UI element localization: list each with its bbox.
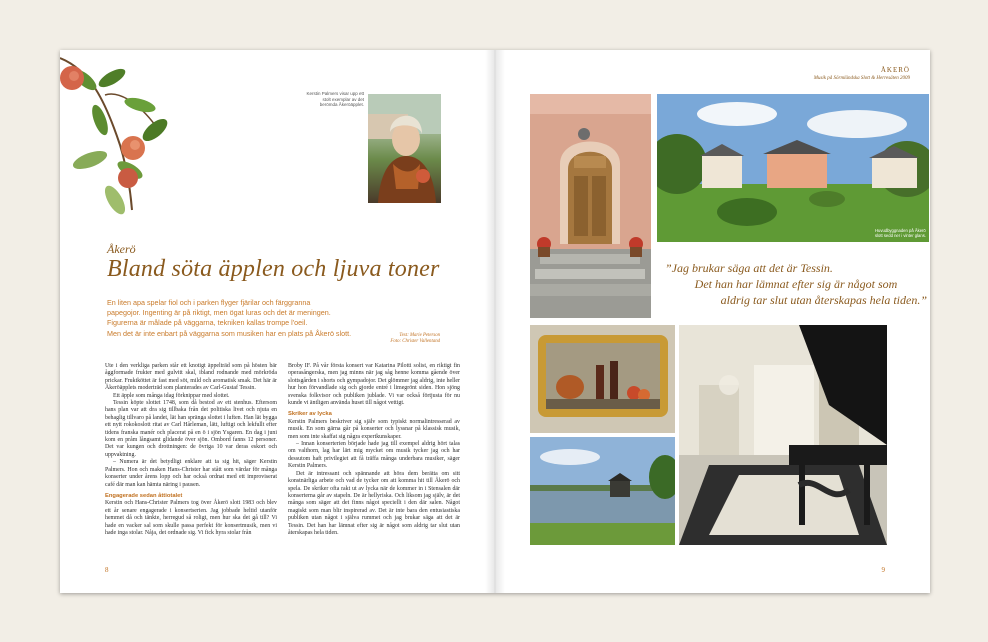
credits xyxy=(350,333,440,345)
body-paragraph: – Innan konserterien började hade jag till exempel aldrig hört talas om valthorn, lag har lärt mig mycket om musik tycker jag och har dessutom haft privilegiet att få träffa många underbara musiker, säger Kerstin Palmers. xyxy=(288,441,460,470)
article-title: Bland söta äpplen och ljuva toner xyxy=(107,256,440,282)
right-page xyxy=(505,50,930,593)
page-number-left: 8 xyxy=(105,566,109,574)
page-number-right: 9 xyxy=(881,566,885,574)
body-paragraph: Kerstin och Hans-Christer Palmers tog över Åkerö slott 1983 och blev ett år senare engagerade i konsertserien. Jag jobbade heltid utanför hemmet då och tänkte, herregud så roligt, men hur ska det gå till? Vi hade en vacker sal som skulle passa perfekt för konsertmusik, men vi hade inga stolar. Nåja, det ordnade sig. Vi fick hyra stolar från xyxy=(105,500,277,536)
quote-line: ”Jag brukar säga att det är Tessin. xyxy=(665,261,833,275)
hall-piano-photo xyxy=(679,325,887,545)
body-paragraph: Tessin köpte slottet 1748, som då bestod av ett stenhus. Eftersom hans plan var att dra sig tillbaka från det politiska livet och njuta en behaglig tillvaro på landet, lät han spränga slottet i luften. Han lät bygga ett nytt rokokoslott ritat av Carl Hårleman, lätt, luftigt och lekfullt efter tidens franska manér och placerat på en ö i sjön Ysgaren. En dag i juni kom en pråm långsamt glidande över sjön. Ombord fanns 12 personer. Det var kungen och drottningen: de övriga 10 var deras eskort och uppvaktning. xyxy=(105,400,277,458)
painting-photo xyxy=(530,325,675,433)
credit-photo: Foto: Christer Vallentand xyxy=(390,339,440,344)
body-paragraph: Ute i den verkliga parken står ett knotigt äppelträd som på hösten bär åggformade frukter med gulvitt skal, ibland rodnande med mörkröda prickar. Fruktköttet är fast med söt, mild och aromatisk smak. Det här är Åkeröäpplets moderträd som planterades av Carl-Gustaf Tessin. xyxy=(105,363,277,392)
subheading: Skriker av lycka xyxy=(288,411,332,418)
body-column-2 xyxy=(288,363,460,537)
lead-line: Figurerna är målade på väggarna, tekniken kallas trompe l'oeil. xyxy=(107,318,308,328)
spine-gutter xyxy=(485,50,505,593)
pull-quote xyxy=(665,260,927,308)
quote-line: Det han har lämnat efter sig är något som xyxy=(694,277,898,291)
subheading: Engagerade sedan åttiotalet xyxy=(105,492,183,499)
running-head: ÅKERÖ xyxy=(880,66,910,74)
body-paragraph: Broby IF. På vår första konsert var Katarina Pilotti solist, en riktigt fin operasångerska, men jag minns när jag såg henne komma gående över slottsgården i shorts och gympadojor. Det glömmer jag aldrig, inte heller hur hon förvandlade sig och gjorde entré i limegrönt siden. Hon sjöng svenska folkvisor och publiken jublade. Vi var också förtjusta för nu kunde vi äntligen använda huset till något vettigt. xyxy=(288,363,460,407)
running-subhead: Musik på Sörmländska Slott & Herresäten 2009 xyxy=(813,76,910,81)
body-column-1 xyxy=(105,363,277,537)
magazine-spread xyxy=(60,50,930,593)
lead-line: Men det är inte enbart på väggarna som musiken har en plats på Åkerö slott. xyxy=(107,328,352,338)
quote-line: aldrig tar slut utan återskapas hela tiden.” xyxy=(720,293,927,307)
lead-line: En liten apa spelar fiol och i parken flyger fjärilar och färggranna xyxy=(107,298,311,307)
portrait-caption: Kerstin Palmers visar upp ett stolt exemplar av det berömda Åkeröäpplet. xyxy=(306,91,364,108)
lead-line: papegojor. Ingenting är på riktigt, men ögat luras och det är meningen. xyxy=(107,308,331,318)
left-page xyxy=(60,50,490,593)
park-photo-caption: Huvudbyggnaden på Åkerö slott sedd ner i vinter glans. xyxy=(875,228,926,238)
door-photo xyxy=(530,94,651,318)
apple-branch-illustration xyxy=(60,50,180,220)
body-paragraph: Det är intressant och spännande att höra dem berätta om sitt konstnärliga arbete och vad de tycker om att komma hit till Åkerö och spela. De skriker ofta rakt ut av lycka när de kommer in i Stensalen där konserterna går av stapeln. De är hellyriska. Och liksom jag själv, är det många som säger att det finns något speciellt i den där salen. Något magiskt som man blir inspirerad av. Det är inte bara den entusiastiska publiken utan något i själva rummet och jag brukar säga att det är Tessin. Det han har lämnat efter sig är något som aldrig tar slut utan återskapas hela tiden. xyxy=(288,470,460,536)
body-paragraph: Kerstin Palmers beskriver sig själv som typiskt normalintresserad av musik. En som gärna går på konserter och lyssnar på klassisk musik, men som inte skaffat sig några expertkunskaper. xyxy=(288,418,460,440)
lake-photo xyxy=(530,437,675,545)
portrait-photo xyxy=(368,94,441,203)
body-paragraph: – Numera är det betydligt enklare att ta sig hit, säger Kerstin Palmers. Hon och maken Hans-Christer har stått som värdar för många konserter under årens lopp och har också ordnat med ett improviserat café där man kan hämta näring i pausen. xyxy=(105,459,277,488)
kicker: Åkerö xyxy=(107,242,136,256)
body-paragraph: Ett äpple som många idag förknippar med slottet. xyxy=(113,392,230,399)
park-photo xyxy=(657,94,929,242)
credit-text: Text: Marie Peterson xyxy=(399,333,440,338)
